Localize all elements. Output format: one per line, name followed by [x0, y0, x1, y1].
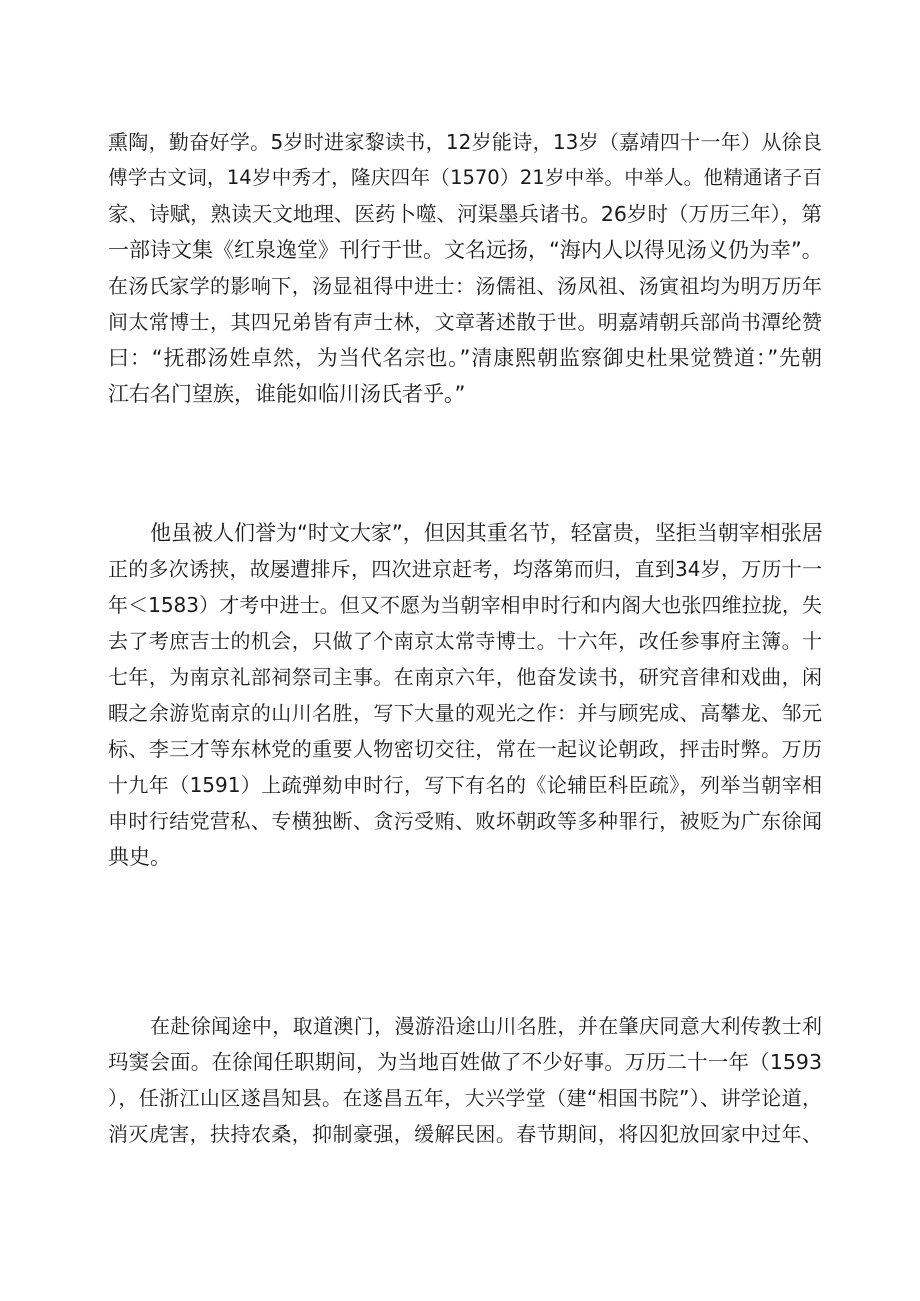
text-line: ），任浙江山区遂昌知县。在遂昌五年，大兴学堂（建“相国书院”）、讲学论道，	[108, 1086, 822, 1110]
text-line: 申时行结党营私、专横独断、贪污受贿、败坏朝政等多种罪行，被贬为广东徐闻	[108, 809, 822, 833]
text-line: 曰：“抚郡汤姓卓然，为当代名宗也。”清康熙朝监察御史杜果觉赞道：”先朝	[108, 346, 822, 370]
text-line: 在汤氏家学的影响下，汤显祖得中进士：汤儒祖、汤凤祖、汤寅祖均为明万历年	[108, 274, 822, 298]
text-line: 典史。	[108, 845, 171, 869]
text-line: 去了考庶吉士的机会，只做了个南京太常寺博士。十六年，改任参事府主簿。十	[108, 629, 822, 653]
text-line: 他虽被人们誉为“时文大家”，但因其重名节，轻富贵，坚拒当朝宰相张居	[150, 521, 823, 545]
text-line: 十九年（1591）上疏弹劾申时行，写下有名的《论辅臣科臣疏》，列举当朝宰相	[108, 773, 822, 797]
text-line: 玛窦会面。在徐闻任职期间，为当地百姓做了不少好事。万历二十一年（1593	[108, 1050, 822, 1074]
text-line: 标、李三才等东林党的重要人物密切交往，常在一起议论朝政，抨击时弊。万历	[108, 737, 822, 761]
text-line: 江右名门望族，谁能如临川汤氏者乎。”	[108, 382, 466, 406]
text-line: 在赴徐闻途中，取道澳门，漫游沿途山川名胜，并在肇庆同意大利传教士利	[150, 1014, 822, 1038]
text-line: 傅学古文词，14岁中秀才，隆庆四年（1570）21岁中举。中举人。他精通诸子百	[108, 166, 822, 189]
text-line: 正的多次诱挟，故屡遭排斥，四次进京赶考，均落第而归，直到34岁，万历十一	[108, 557, 822, 581]
text-line: 一部诗文集《红泉逸堂》刊行于世。文名远扬，“海内人以得见汤义仍为幸”。	[108, 238, 823, 262]
paragraph-2	[108, 515, 822, 875]
text-line: 年＜1583）才考中进士。但又不愿为当朝宰相申时行和内阁大也张四维拉拢，失	[108, 593, 822, 617]
text-line: 暇之余游览南京的山川名胜，写下大量的观光之作：并与顾宪成、高攀龙、邹元	[108, 701, 822, 725]
text-line: 消灭虎害，扶持农桑，抑制豪强，缓解民困。春节期间，将囚犯放回家中过年、	[108, 1122, 822, 1146]
text-line: 家、诗赋，熟读天文地理、医药卜噬、河渠墨兵诸书。26岁时（万历三年），第	[108, 202, 822, 226]
text-line: 七年，为南京礼部祠祭司主事。在南京六年，他奋发读书，研究音律和戏曲，闲	[108, 665, 822, 689]
text-line: 熏陶，勤奋好学。5岁时进家黎读书，12岁能诗，13岁（嘉靖四十一年）从徐良	[108, 130, 822, 154]
paragraph-3	[108, 1008, 822, 1152]
paragraph-1	[108, 124, 822, 412]
text-line: 间太常博士，其四兄弟皆有声士林，文章著述散于世。明嘉靖朝兵部尚书潭纶赞	[108, 310, 822, 334]
